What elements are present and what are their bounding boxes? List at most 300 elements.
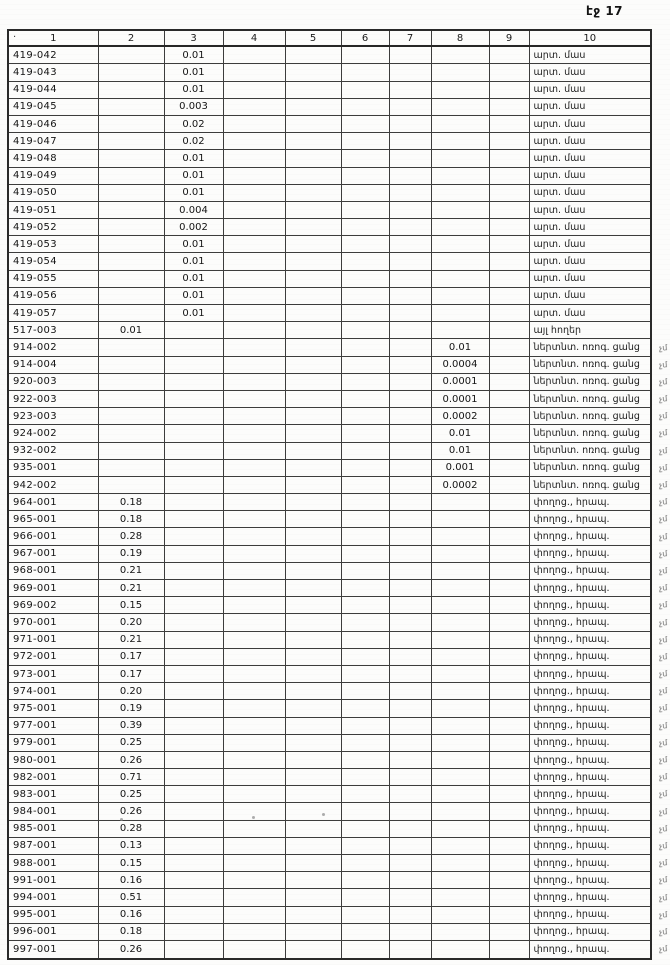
cell-area-value: 0.01 (164, 236, 223, 253)
cell-area-value (489, 287, 529, 304)
cell-area-value (223, 494, 285, 511)
cell-area-value (431, 322, 489, 339)
cell-area-value (98, 305, 164, 322)
cell-area-value (223, 322, 285, 339)
cell-parcel-code: 419-051 (8, 201, 98, 218)
table-row (8, 923, 651, 940)
table-row (8, 115, 651, 132)
cell-parcel-code: 994-001 (8, 889, 98, 906)
cell-area-value: 0.13 (98, 837, 164, 854)
cell-area-value (285, 751, 341, 768)
cell-area-value: 0.26 (98, 751, 164, 768)
cell-area-value (389, 751, 431, 768)
cell-parcel-code: 972-001 (8, 648, 98, 665)
cell-area-value (223, 906, 285, 923)
cell-area-value (341, 150, 389, 167)
cell-area-value (341, 115, 389, 132)
table-row (8, 940, 651, 959)
cell-land-category: փողոց., հրապ. չմ (529, 597, 651, 614)
cell-area-value (223, 253, 285, 270)
handwritten-margin-mark: չմ (658, 652, 668, 662)
table-row (8, 665, 651, 682)
cell-area-value (489, 184, 529, 201)
cell-area-value (285, 545, 341, 562)
cell-area-value (431, 648, 489, 665)
handwritten-margin-mark: չմ (658, 617, 668, 628)
cell-area-value (223, 219, 285, 236)
cell-land-category: փողոց., հրապ. չմ (529, 665, 651, 682)
cell-area-value (223, 133, 285, 150)
cell-land-category: ներտնտ. ոռոգ. ցանց չմ (529, 459, 651, 476)
handwritten-margin-mark: չմ (658, 720, 668, 731)
cell-area-value (98, 81, 164, 98)
cell-area-value (285, 614, 341, 631)
cell-area-value (389, 150, 431, 167)
cell-land-category: փողոց., հրապ. չմ (529, 614, 651, 631)
cell-parcel-code: 971-001 (8, 631, 98, 648)
cell-area-value: 0.19 (98, 700, 164, 717)
cell-area-value (285, 580, 341, 597)
column-header-2: 2 (98, 30, 164, 46)
cell-area-value (389, 236, 431, 253)
cell-area-value (223, 305, 285, 322)
cell-area-value (223, 425, 285, 442)
handwritten-margin-mark: չմ (658, 909, 668, 920)
cell-area-value (98, 442, 164, 459)
cell-area-value (341, 837, 389, 854)
cell-parcel-code: 968-001 (8, 562, 98, 579)
cell-area-value (489, 322, 529, 339)
cell-land-category: փողոց., հրապ. չմ (529, 803, 651, 820)
cell-area-value (285, 46, 341, 64)
cell-area-value (389, 717, 431, 734)
cell-area-value (489, 253, 529, 270)
cell-land-category: փողոց., հրապ. չմ (529, 786, 651, 803)
cell-area-value (341, 64, 389, 81)
table-row (8, 150, 651, 167)
cell-area-value: 0.01 (164, 287, 223, 304)
cell-area-value (164, 923, 223, 940)
cell-area-value (389, 683, 431, 700)
cell-area-value (164, 855, 223, 872)
cell-parcel-code: 932-002 (8, 442, 98, 459)
cell-area-value (223, 442, 285, 459)
cell-area-value (285, 940, 341, 959)
cell-area-value (285, 889, 341, 906)
cell-area-value (341, 184, 389, 201)
cell-area-value (341, 322, 389, 339)
handwritten-margin-mark: չմ (658, 514, 668, 525)
cell-area-value (223, 98, 285, 115)
cell-land-category: փողոց., հրապ. չմ (529, 631, 651, 648)
table-row (8, 442, 651, 459)
table-row (8, 700, 651, 717)
cell-area-value (164, 820, 223, 837)
table-row (8, 528, 651, 545)
cell-area-value (489, 580, 529, 597)
cell-area-value (489, 614, 529, 631)
table-row (8, 133, 651, 150)
cell-area-value (489, 648, 529, 665)
cell-area-value (285, 356, 341, 373)
table-row (8, 580, 651, 597)
cell-area-value (223, 511, 285, 528)
handwritten-margin-mark: չմ (658, 892, 668, 903)
cell-area-value (431, 133, 489, 150)
cell-area-value (489, 356, 529, 373)
cell-land-category: փողոց., հրապ. չմ (529, 872, 651, 889)
handwritten-margin-mark: չմ (658, 806, 668, 817)
cell-area-value (98, 219, 164, 236)
handwritten-margin-mark: չմ (658, 394, 668, 404)
cell-area-value (341, 459, 389, 476)
table-row (8, 751, 651, 768)
cell-area-value (431, 872, 489, 889)
cell-area-value (98, 64, 164, 81)
cell-area-value (431, 115, 489, 132)
cell-parcel-code: 966-001 (8, 528, 98, 545)
cell-area-value (341, 872, 389, 889)
table-row (8, 253, 651, 270)
table-row (8, 494, 651, 511)
cell-area-value (285, 923, 341, 940)
column-header-5: 5 (285, 30, 341, 46)
cell-parcel-code: 419-043 (8, 64, 98, 81)
cell-area-value (431, 167, 489, 184)
cell-area-value (285, 253, 341, 270)
cell-area-value (223, 528, 285, 545)
cell-area-value (285, 459, 341, 476)
table-row (8, 717, 651, 734)
cell-area-value (285, 511, 341, 528)
cell-area-value (431, 906, 489, 923)
cell-area-value (223, 81, 285, 98)
cell-area-value (285, 700, 341, 717)
cell-area-value (223, 700, 285, 717)
cell-area-value (164, 322, 223, 339)
cell-area-value (223, 64, 285, 81)
cell-area-value (341, 855, 389, 872)
cell-area-value (285, 81, 341, 98)
table-row (8, 562, 651, 579)
cell-area-value (164, 459, 223, 476)
cell-area-value (431, 614, 489, 631)
cell-parcel-code: 987-001 (8, 837, 98, 854)
cell-area-value (285, 373, 341, 390)
cell-area-value (341, 580, 389, 597)
cell-parcel-code: 980-001 (8, 751, 98, 768)
cell-area-value (489, 803, 529, 820)
cell-area-value (341, 734, 389, 751)
cell-area-value (223, 872, 285, 889)
cell-area-value: 0.02 (164, 133, 223, 150)
cell-parcel-code: 988-001 (8, 855, 98, 872)
cell-area-value (389, 425, 431, 442)
table-row (8, 219, 651, 236)
cell-area-value (389, 46, 431, 64)
cell-area-value (489, 64, 529, 81)
cell-area-value (389, 786, 431, 803)
cell-area-value (285, 648, 341, 665)
cell-area-value (285, 133, 341, 150)
cell-land-category: փողոց., հրապ. չմ (529, 562, 651, 579)
cell-land-category: արտ. մաս (529, 133, 651, 150)
cell-area-value (431, 786, 489, 803)
cell-area-value (341, 786, 389, 803)
cell-area-value: 0.17 (98, 648, 164, 665)
cell-land-category: փողոց., հրապ. չմ (529, 889, 651, 906)
cell-area-value (341, 305, 389, 322)
cell-land-category: փողոց., հրապ. չմ (529, 545, 651, 562)
cell-area-value (389, 665, 431, 682)
cell-area-value (431, 545, 489, 562)
cell-area-value (223, 580, 285, 597)
cell-area-value (223, 476, 285, 493)
cell-area-value: 0.20 (98, 683, 164, 700)
cell-area-value (285, 769, 341, 786)
cell-area-value (489, 734, 529, 751)
cell-area-value: 0.39 (98, 717, 164, 734)
cell-area-value (341, 270, 389, 287)
cell-area-value (431, 923, 489, 940)
cell-parcel-code: 969-001 (8, 580, 98, 597)
cell-area-value (164, 580, 223, 597)
handwritten-margin-mark: չմ (658, 875, 668, 886)
cell-parcel-code: 995-001 (8, 906, 98, 923)
cell-parcel-code: 969-002 (8, 597, 98, 614)
cell-area-value (389, 906, 431, 923)
cell-parcel-code: 419-054 (8, 253, 98, 270)
cell-area-value (285, 665, 341, 682)
cell-area-value: 0.01 (164, 150, 223, 167)
cell-area-value (164, 425, 223, 442)
cell-area-value (341, 356, 389, 373)
cell-area-value: 0.004 (164, 201, 223, 218)
cell-area-value (98, 184, 164, 201)
cell-area-value (285, 803, 341, 820)
cell-area-value (389, 201, 431, 218)
cell-area-value (98, 425, 164, 442)
cell-area-value (164, 683, 223, 700)
cell-area-value (489, 528, 529, 545)
cell-area-value: 0.01 (431, 425, 489, 442)
cell-area-value (285, 906, 341, 923)
cell-area-value (164, 442, 223, 459)
cell-parcel-code: 914-004 (8, 356, 98, 373)
cell-area-value (389, 803, 431, 820)
table-header-row (8, 30, 651, 46)
cell-area-value (489, 390, 529, 407)
cell-area-value (489, 889, 529, 906)
cell-parcel-code: 970-001 (8, 614, 98, 631)
cell-area-value (341, 219, 389, 236)
cell-area-value (489, 167, 529, 184)
cell-land-category: փողոց., հրապ. չմ (529, 769, 651, 786)
cell-area-value (389, 476, 431, 493)
cell-area-value (341, 597, 389, 614)
cell-area-value (341, 631, 389, 648)
cell-area-value (98, 133, 164, 150)
cell-area-value (285, 476, 341, 493)
cell-parcel-code: 997-001 (8, 940, 98, 959)
cell-land-category: փողոց., հրապ. չմ (529, 683, 651, 700)
cell-area-value: 0.01 (431, 442, 489, 459)
handwritten-margin-mark: չմ (658, 462, 668, 473)
cell-area-value: 0.0001 (431, 373, 489, 390)
cell-area-value (431, 46, 489, 64)
table-row (8, 803, 651, 820)
cell-area-value (431, 528, 489, 545)
cell-area-value (285, 597, 341, 614)
handwritten-margin-mark: չմ (658, 944, 668, 955)
cell-land-category: ներտնտ. ոռոգ. ցանց չմ (529, 373, 651, 390)
cell-area-value (223, 408, 285, 425)
cell-area-value (489, 236, 529, 253)
cell-area-value (341, 133, 389, 150)
cell-area-value (431, 511, 489, 528)
cell-parcel-code: 419-049 (8, 167, 98, 184)
table-row (8, 201, 651, 218)
cell-area-value (341, 562, 389, 579)
table-row (8, 614, 651, 631)
cell-area-value: 0.26 (98, 803, 164, 820)
handwritten-margin-mark: չմ (658, 686, 668, 697)
handwritten-margin-mark: չմ (658, 669, 668, 679)
cell-area-value (389, 889, 431, 906)
cell-area-value (489, 769, 529, 786)
cell-area-value: 0.20 (98, 614, 164, 631)
cell-area-value (489, 373, 529, 390)
cell-area-value (431, 820, 489, 837)
cell-parcel-code: 914-002 (8, 339, 98, 356)
cell-area-value (285, 562, 341, 579)
cell-area-value (389, 442, 431, 459)
cell-area-value (431, 287, 489, 304)
cell-area-value: 0.01 (164, 46, 223, 64)
cell-area-value (489, 923, 529, 940)
cell-area-value (489, 476, 529, 493)
cell-area-value (489, 545, 529, 562)
cell-area-value (389, 287, 431, 304)
cell-area-value (223, 46, 285, 64)
cell-area-value (389, 459, 431, 476)
cell-area-value: 0.01 (164, 81, 223, 98)
cell-area-value: 0.16 (98, 906, 164, 923)
cell-area-value (285, 322, 341, 339)
cell-land-category: արտ. մաս (529, 64, 651, 81)
cell-area-value (431, 665, 489, 682)
cell-area-value (431, 855, 489, 872)
cell-area-value (285, 167, 341, 184)
cell-area-value (164, 511, 223, 528)
cell-parcel-code: 964-001 (8, 494, 98, 511)
cell-area-value (389, 855, 431, 872)
cell-area-value: 0.0001 (431, 390, 489, 407)
cell-land-category: փողոց., հրապ. չմ (529, 648, 651, 665)
cell-area-value (341, 889, 389, 906)
cell-area-value: 0.17 (98, 665, 164, 682)
cell-area-value (98, 373, 164, 390)
cell-area-value (98, 390, 164, 407)
cell-land-category: արտ. մաս (529, 236, 651, 253)
cell-parcel-code: 419-056 (8, 287, 98, 304)
cell-parcel-code: 922-003 (8, 390, 98, 407)
handwritten-margin-mark: չմ (658, 359, 668, 370)
cell-area-value (389, 923, 431, 940)
cell-area-value (223, 150, 285, 167)
cell-area-value (389, 339, 431, 356)
cell-parcel-code: 975-001 (8, 700, 98, 717)
cell-area-value: 0.18 (98, 494, 164, 511)
cell-parcel-code: 974-001 (8, 683, 98, 700)
table-row (8, 408, 651, 425)
cell-area-value (223, 201, 285, 218)
cell-area-value (341, 476, 389, 493)
cell-area-value: 0.51 (98, 889, 164, 906)
table-row (8, 476, 651, 493)
cell-area-value (223, 373, 285, 390)
cell-area-value (489, 339, 529, 356)
cell-parcel-code: 996-001 (8, 923, 98, 940)
cell-area-value: 0.001 (431, 459, 489, 476)
cell-area-value: 0.0004 (431, 356, 489, 373)
cell-area-value (341, 425, 389, 442)
cell-area-value (431, 803, 489, 820)
cell-area-value (431, 562, 489, 579)
cell-area-value (223, 167, 285, 184)
cell-area-value (389, 700, 431, 717)
handwritten-margin-mark: չմ (658, 789, 668, 800)
cell-area-value (285, 184, 341, 201)
cell-land-category: արտ. մաս (529, 287, 651, 304)
cell-area-value (285, 717, 341, 734)
cell-area-value (341, 769, 389, 786)
table-row (8, 837, 651, 854)
cell-area-value (489, 786, 529, 803)
handwritten-margin-mark: չմ (658, 411, 668, 422)
cell-area-value: 0.01 (164, 64, 223, 81)
table-row (8, 184, 651, 201)
cell-area-value (98, 201, 164, 218)
cell-area-value (341, 648, 389, 665)
cell-parcel-code: 991-001 (8, 872, 98, 889)
cell-area-value (223, 734, 285, 751)
column-header-4: 4 (223, 30, 285, 46)
cell-area-value (285, 287, 341, 304)
cell-area-value (389, 390, 431, 407)
cell-area-value: 0.18 (98, 923, 164, 940)
cell-area-value (223, 631, 285, 648)
cell-area-value: 0.28 (98, 528, 164, 545)
cell-area-value (341, 390, 389, 407)
cell-area-value (389, 167, 431, 184)
handwritten-margin-mark: չմ (658, 566, 668, 576)
cell-area-value (431, 700, 489, 717)
table-row (8, 906, 651, 923)
cell-area-value (431, 889, 489, 906)
table-row (8, 270, 651, 287)
cell-area-value (489, 494, 529, 511)
handwritten-margin-mark: չմ (658, 480, 668, 490)
handwritten-margin-mark: չմ (658, 428, 668, 439)
cell-area-value (389, 305, 431, 322)
cell-parcel-code: 419-046 (8, 115, 98, 132)
cell-area-value (285, 115, 341, 132)
cell-land-category: փողոց., հրապ. չմ (529, 751, 651, 768)
cell-area-value (389, 408, 431, 425)
table-row (8, 287, 651, 304)
cell-land-category: արտ. մաս (529, 253, 651, 270)
